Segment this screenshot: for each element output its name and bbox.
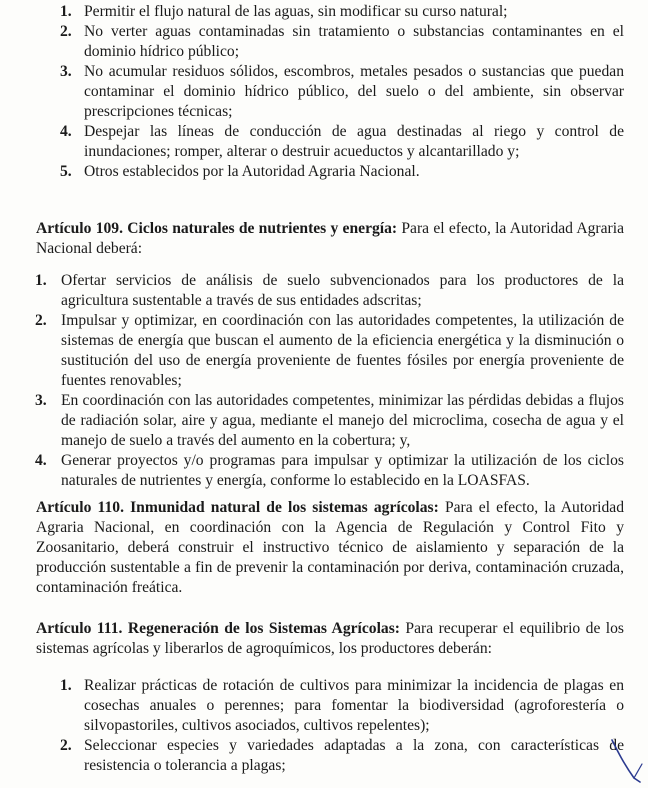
article-body: Para el efecto, la Autoridad Agraria Nacional, en coordinación con la Agencia de Regulación y Control Fito y Zoosanitario, deberá construir el instructivo técnico de aislamiento y separación de la producción sustentable a fin de prevenir la contaminación por deriva, contaminación cruzada, contaminación freática. (36, 499, 624, 596)
list-item: 2. No verter aguas contaminadas sin tratamiento o substancias contaminantes en el dominio hídrico público; (60, 23, 624, 60)
list-item: 5. Otros establecidos por la Autoridad Agraria Nacional. (60, 163, 420, 180)
article-heading: Artículo 109. Ciclos naturales de nutrientes y energía: (36, 220, 398, 237)
article-body: Para el efecto, la Autoridad Agraria Nacional deberá: (36, 220, 624, 257)
article-heading: Artículo 111. Regeneración de los Sistemas Agrícolas: (36, 620, 400, 637)
article-111-list (60, 676, 624, 776)
list-item-text: Otros establecidos por la Autoridad Agraria Nacional. (84, 163, 420, 180)
list-item: 1. Permitir el flujo natural de las aguas, sin modificar su curso natural; (60, 3, 508, 20)
list-item-text: No verter aguas contaminadas sin tratamiento o substancias contaminantes en el dominio hídrico público; (84, 23, 624, 60)
list-item: 4. Generar proyectos y/o programas para impulsar y optimizar la utilización de los ciclos naturales de nutrientes y energía, conforme lo establecido en la LOASFAS. (35, 452, 624, 489)
list-item-text: Generar proyectos y/o programas para impulsar y optimizar la utilización de los ciclos naturales de nutrientes y energía, conforme lo establecido en la LOASFAS. (61, 452, 624, 489)
list-item: 1. Ofertar servicios de análisis de suelo subvencionados para los productores de la agricultura sustentable a través de sus entidades adscritas; (35, 272, 624, 309)
article-heading: Artículo 110. Inmunidad natural de los sistemas agrícolas: (36, 499, 439, 516)
list-item-text: Ofertar servicios de análisis de suelo subvencionados para los productores de la agricultura sustentable a través de sus entidades adscritas; (61, 272, 624, 309)
list-item-text: En coordinación con las autoridades competentes, minimizar las pérdidas debidas a flujos de radiación solar, aire y agua, mediante el manejo del microclima, cosecha de agua y el manejo de suelo a través del aumento en la cobertura; y, (61, 392, 624, 449)
article-110 (36, 498, 624, 598)
list-item: 3. No acumular residuos sólidos, escombros, metales pesados o sustancias que puedan contaminar el dominio hídrico público, del suelo o del ambiente, sin observar prescripciones técnicas; (60, 63, 624, 120)
list-item: 4. Despejar las líneas de conducción de agua destinadas al riego y control de inundaciones; romper, alterar o destruir acueductos y alcantarillado y; (60, 123, 624, 160)
list-item-text: Permitir el flujo natural de las aguas, sin modificar su curso natural; (84, 3, 508, 20)
obligations-list (60, 2, 624, 182)
list-item: 2. Impulsar y optimizar, en coordinación con las autoridades competentes, la utilización de sistemas de energía que buscan el aumento de la eficiencia energética y la disminución o sustitución del uso de energía proveniente de fuentes fósiles por energía proveniente de fuentes renovables; (35, 312, 624, 389)
article-111 (36, 619, 624, 659)
article-body: Para recuperar el equilibrio de los sistemas agrícolas y liberarlos de agroquímicos, los productores deberán: (36, 620, 624, 657)
list-item-text: Despejar las líneas de conducción de agua destinadas al riego y control de inundaciones; romper, alterar o destruir acueductos y alcantarillado y; (84, 123, 624, 160)
article-109 (36, 219, 624, 259)
list-item-text: No acumular residuos sólidos, escombros, metales pesados o sustancias que puedan contaminar el dominio hídrico público, del suelo o del ambiente, sin observar prescripciones técnicas; (84, 63, 624, 120)
article-109-list (35, 271, 624, 491)
list-item: 3. En coordinación con las autoridades competentes, minimizar las pérdidas debidas a flujos de radiación solar, aire y agua, mediante el manejo del microclima, cosecha de agua y el manejo de suelo a través del aumento en la cobertura; y, (35, 392, 624, 449)
list-item: 1. Realizar prácticas de rotación de cultivos para minimizar la incidencia de plagas en cosechas anuales o perennes; para fomentar la biodiversidad (agroforestería o silvopastoriles, cultivos asociados, cultivos repelentes); (60, 677, 624, 734)
list-item-text: Seleccionar especies y variedades adaptadas a la zona, con características de resistencia o tolerancia a plagas; (84, 737, 624, 774)
list-item-text: Realizar prácticas de rotación de cultivos para minimizar la incidencia de plagas en cosechas anuales o perennes; para fomentar la biodiversidad (agroforestería o silvopastoriles, cultivos asociados, cultivos repelentes); (84, 677, 624, 734)
list-item-text: Impulsar y optimizar, en coordinación con las autoridades competentes, la utilización de sistemas de energía que buscan el aumento de la eficiencia energética y la disminución o sustitución del uso de energía proveniente de fuentes fósiles por energía proveniente de fuentes renovables; (61, 312, 624, 389)
pen-mark-icon (610, 738, 646, 784)
list-item: 2. Seleccionar especies y variedades adaptadas a la zona, con características de resistencia o tolerancia a plagas; (60, 737, 624, 774)
